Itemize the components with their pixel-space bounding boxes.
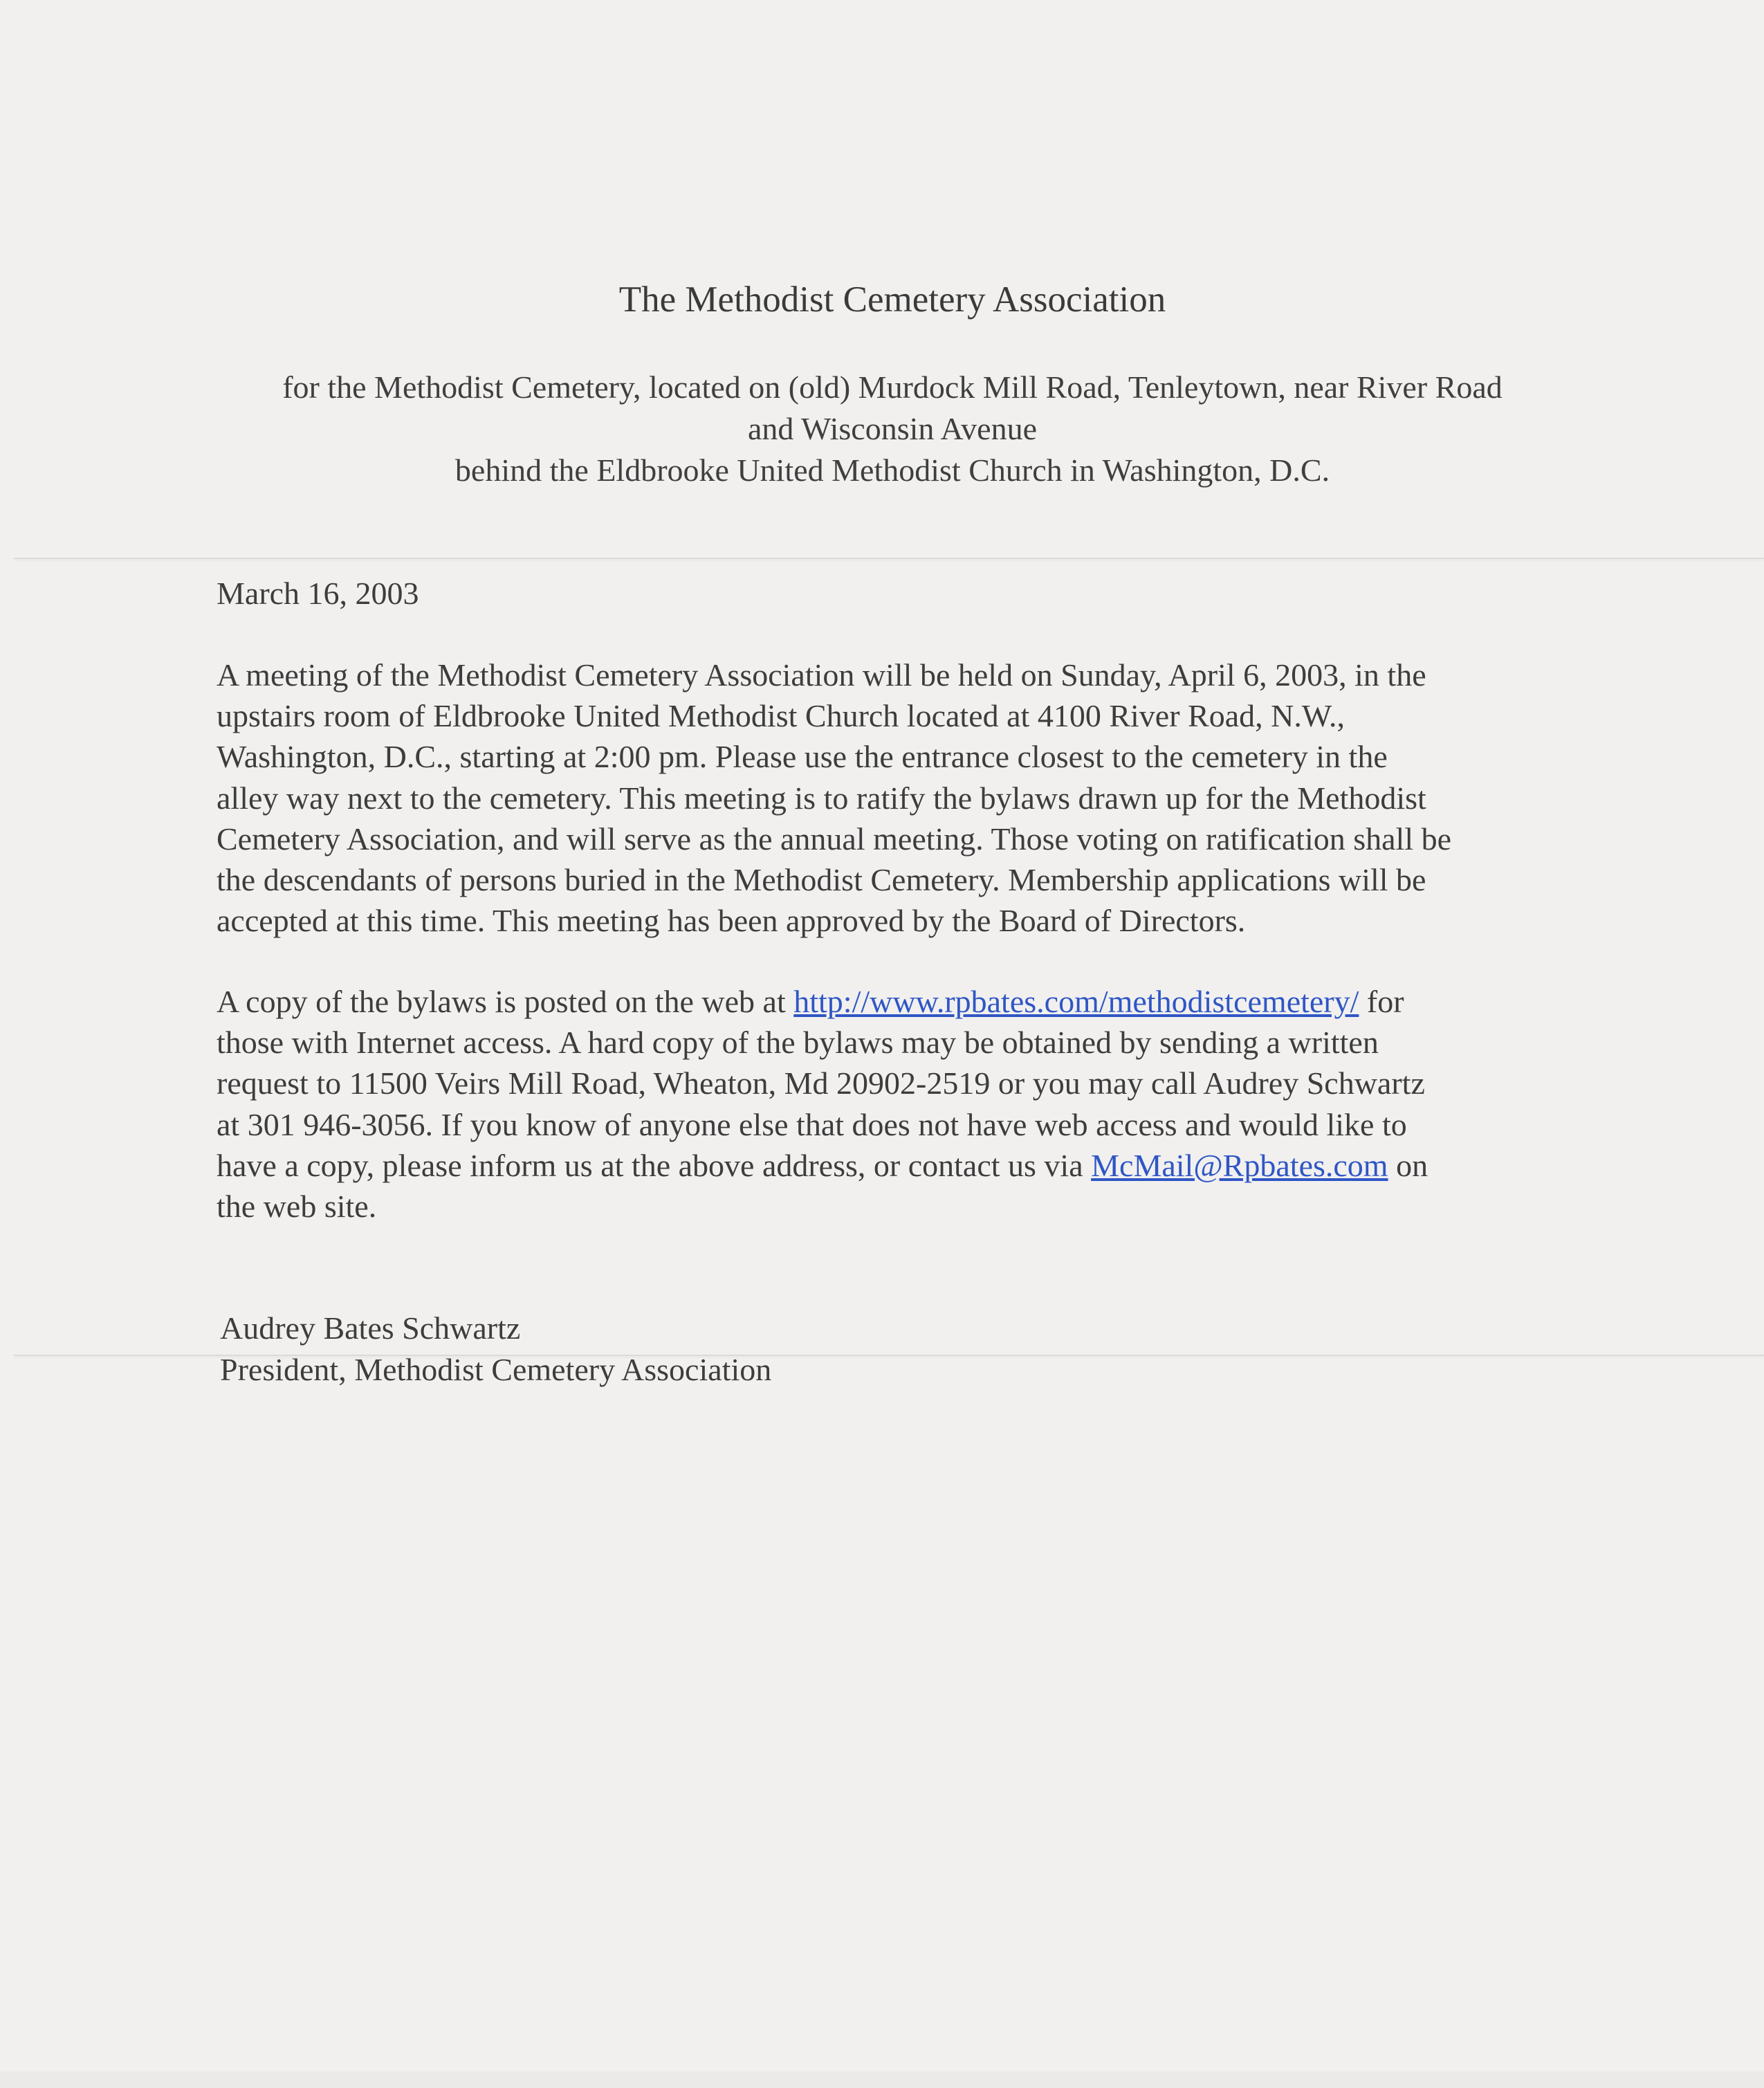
paragraph-line: the web site. — [217, 1189, 377, 1225]
letter-date: March 16, 2003 — [217, 576, 419, 611]
bylaws-paragraph — [217, 981, 1565, 1227]
scan-edge — [0, 2071, 1764, 2088]
website-link[interactable]: http://www.rpbates.com/methodistcemetery/ — [793, 984, 1359, 1019]
letter-title: The Methodist Cemetery Association — [618, 280, 1166, 320]
paragraph-line: Washington, D.C., starting at 2:00 pm. Please use the entrance closest to the cemetery in the — [217, 739, 1388, 775]
subtitle-line: behind the Eldbrooke United Methodist Church in Washington, D.C. — [454, 452, 1330, 488]
paragraph-text: on — [1388, 1147, 1428, 1183]
signature-block — [220, 1308, 771, 1391]
paragraph-line: the descendants of persons buried in the Methodist Cemetery. Membership applications will be — [217, 862, 1426, 898]
paragraph-line: alley way next to the cemetery. This meeting is to ratify the bylaws drawn up for the Methodist — [217, 780, 1426, 816]
paragraph-line — [217, 981, 1565, 1022]
paragraph-text: A copy of the bylaws is posted on the web at — [217, 984, 794, 1019]
paragraph-line: accepted at this time. This meeting has been approved by the Board of Directors. — [217, 903, 1246, 939]
subtitle-line: for the Methodist Cemetery, located on (old) Murdock Mill Road, Tenleytown, near River Road — [282, 369, 1503, 405]
paragraph-line: A meeting of the Methodist Cemetery Association will be held on Sunday, April 6, 2003, in the — [217, 657, 1426, 693]
subtitle-line: and Wisconsin Avenue — [747, 411, 1038, 446]
paragraph-line: those with Internet access. A hard copy of the bylaws may be obtained by sending a written — [217, 1025, 1379, 1061]
paragraph-line — [217, 1145, 1565, 1186]
paper-fold-line — [14, 558, 1764, 559]
signature-name: Audrey Bates Schwartz — [220, 1310, 521, 1346]
email-link[interactable]: McMail@Rpbates.com — [1091, 1147, 1388, 1183]
paragraph-text: for — [1359, 984, 1404, 1019]
meeting-paragraph — [217, 654, 1565, 941]
paragraph-line: at 301 946-3056. If you know of anyone else that does not have web access and would like to — [217, 1106, 1407, 1142]
letter-subtitle — [208, 367, 1577, 491]
signature-role: President, Methodist Cemetery Association — [220, 1352, 772, 1387]
paragraph-line: request to 11500 Veirs Mill Road, Wheaton, Md 20902-2519 or you may call Audrey Schwartz — [217, 1065, 1425, 1101]
paragraph-line: Cemetery Association, and will serve as the annual meeting. Those voting on ratification shall be — [217, 821, 1452, 857]
paragraph-line: upstairs room of Eldbrooke United Methodist Church located at 4100 River Road, N.W., — [217, 698, 1345, 734]
paragraph-text: have a copy, please inform us at the above address, or contact us via — [217, 1147, 1092, 1183]
